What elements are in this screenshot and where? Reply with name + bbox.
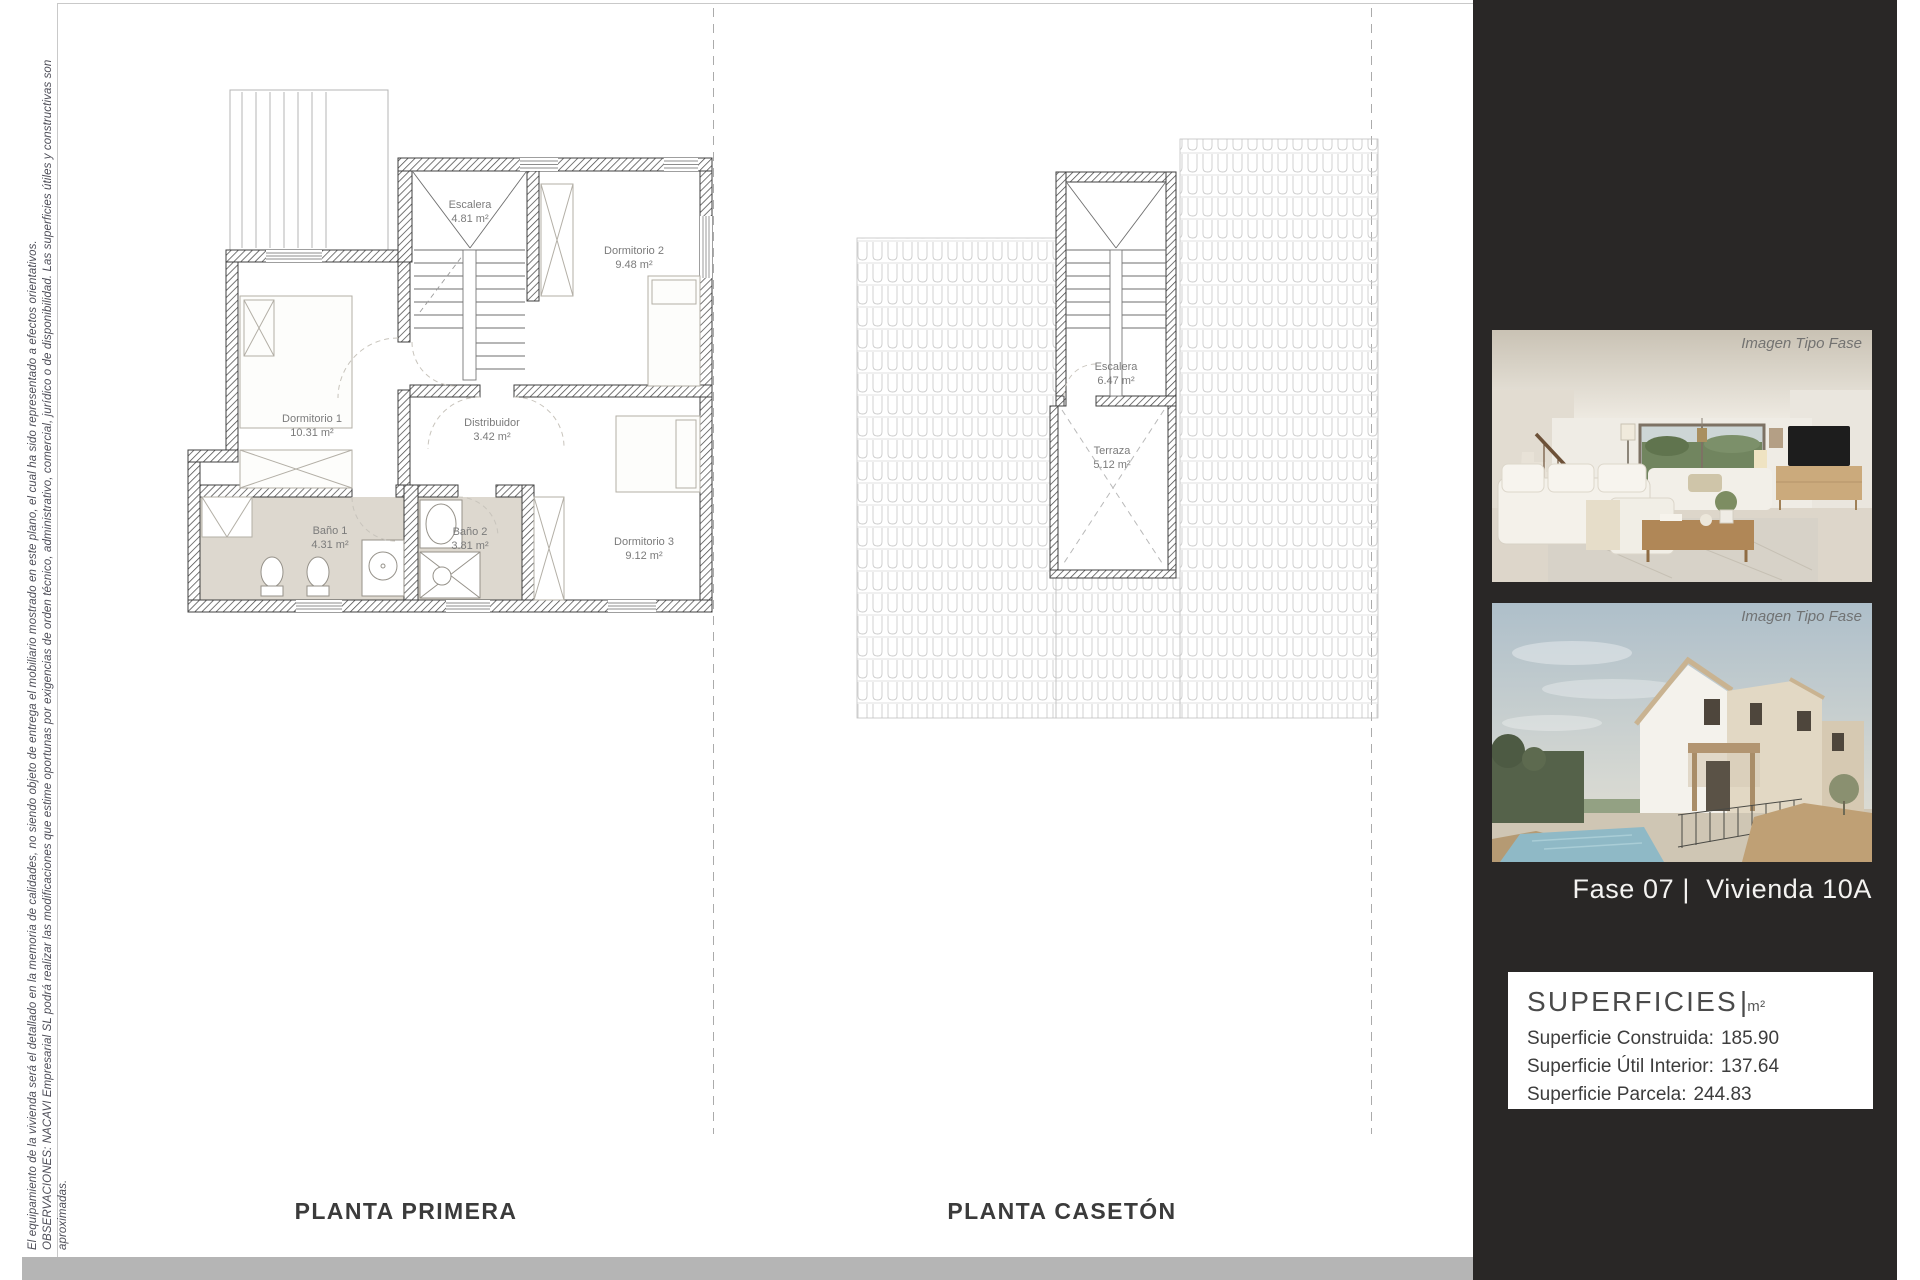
superficies-rows [1527, 1025, 1873, 1109]
interior-render-image [1492, 330, 1872, 582]
watermark-interior: Imagen Tipo Fase [1741, 335, 1862, 352]
sidebar-panel [1473, 0, 1897, 1280]
plan-title-planta-caseton: PLANTA CASETÓN [947, 1198, 1177, 1224]
room-label-bano1: Baño 1 [312, 525, 348, 537]
floor-plan-planta-primera [150, 60, 750, 640]
room-label-dormitorio1: Dormitorio 1 [282, 413, 342, 425]
room-area-terraza: 5.12 m² [1093, 459, 1131, 471]
plan-title-planta-primera: PLANTA PRIMERA [294, 1198, 518, 1224]
room-area-bano2: 3.81 m² [451, 540, 489, 552]
room-area-dormitorio3: 9.12 m² [625, 550, 663, 562]
room-area-dormitorio2: 9.48 m² [615, 259, 653, 271]
floor-plan-planta-caseton [840, 100, 1400, 740]
room-area-dormitorio1: 10.31 m² [290, 427, 334, 439]
watermark-exterior: Imagen Tipo Fase [1741, 608, 1862, 625]
room-area-escalera-caseton: 6.47 m² [1097, 375, 1135, 387]
superficies-title-bar: | [1739, 986, 1748, 1017]
disclaimer-line-equipamiento: El equipamiento de la vivienda será el detallado en la memoria de calidades, no siendo objeto de entrega el mobiliario mostrado en este plano, el cual ha sido representado a efectos orientativos. [27, 240, 39, 1250]
room-area-bano1: 4.31 m² [311, 539, 349, 551]
superficie-util-value: 137.64 [1720, 1056, 1780, 1077]
superficies-box [1508, 972, 1873, 1109]
room-label-distribuidor: Distribuidor [464, 417, 520, 429]
room-label-terraza: Terraza [1093, 445, 1131, 457]
legal-disclaimer [26, 20, 71, 1250]
superficie-construida-label: Superficie Construida: [1527, 1028, 1714, 1049]
terrace-pergola [230, 90, 388, 250]
room-label-escalera-caseton: Escalera [1094, 361, 1138, 373]
room-area-escalera: 4.81 m² [451, 213, 489, 225]
room-label-escalera: Escalera [448, 199, 492, 211]
superficie-construida-value: 185.90 [1720, 1028, 1780, 1049]
sheet-bottom-edge [22, 1257, 1473, 1280]
phase-dwelling-caption: Fase 07 | Vivienda 10A [1572, 874, 1872, 904]
disclaimer-line-observaciones: OBSERVACIONES: NACAVI Empresarial SL podrá realizar las modificaciones que estime oportunas por exigencias de orden técnico, administrativo, comercial, jurídico o de disponibilidad. Las superficies útiles y constructivas son aproximadas. [42, 59, 69, 1250]
room-area-distribuidor: 3.42 m² [473, 431, 511, 443]
superficie-util-label: Superficie Útil Interior: [1527, 1056, 1714, 1077]
exterior-render-image [1492, 603, 1872, 862]
superficie-util-row [1527, 1053, 1873, 1081]
room-label-dormitorio2: Dormitorio 2 [604, 245, 664, 257]
superficie-parcela-value: 244.83 [1693, 1084, 1752, 1105]
room-label-bano2: Baño 2 [452, 526, 488, 538]
superficie-parcela-row [1527, 1081, 1873, 1109]
superficie-construida-row [1527, 1025, 1873, 1053]
sheet-border-top [57, 3, 1473, 4]
superficies-title-unit: m² [1747, 998, 1766, 1015]
superficies-title-text: SUPERFICIES [1527, 986, 1738, 1017]
room-label-dormitorio3: Dormitorio 3 [614, 536, 674, 548]
superficies-title [1527, 986, 1873, 1018]
superficie-parcela-label: Superficie Parcela: [1527, 1084, 1687, 1105]
